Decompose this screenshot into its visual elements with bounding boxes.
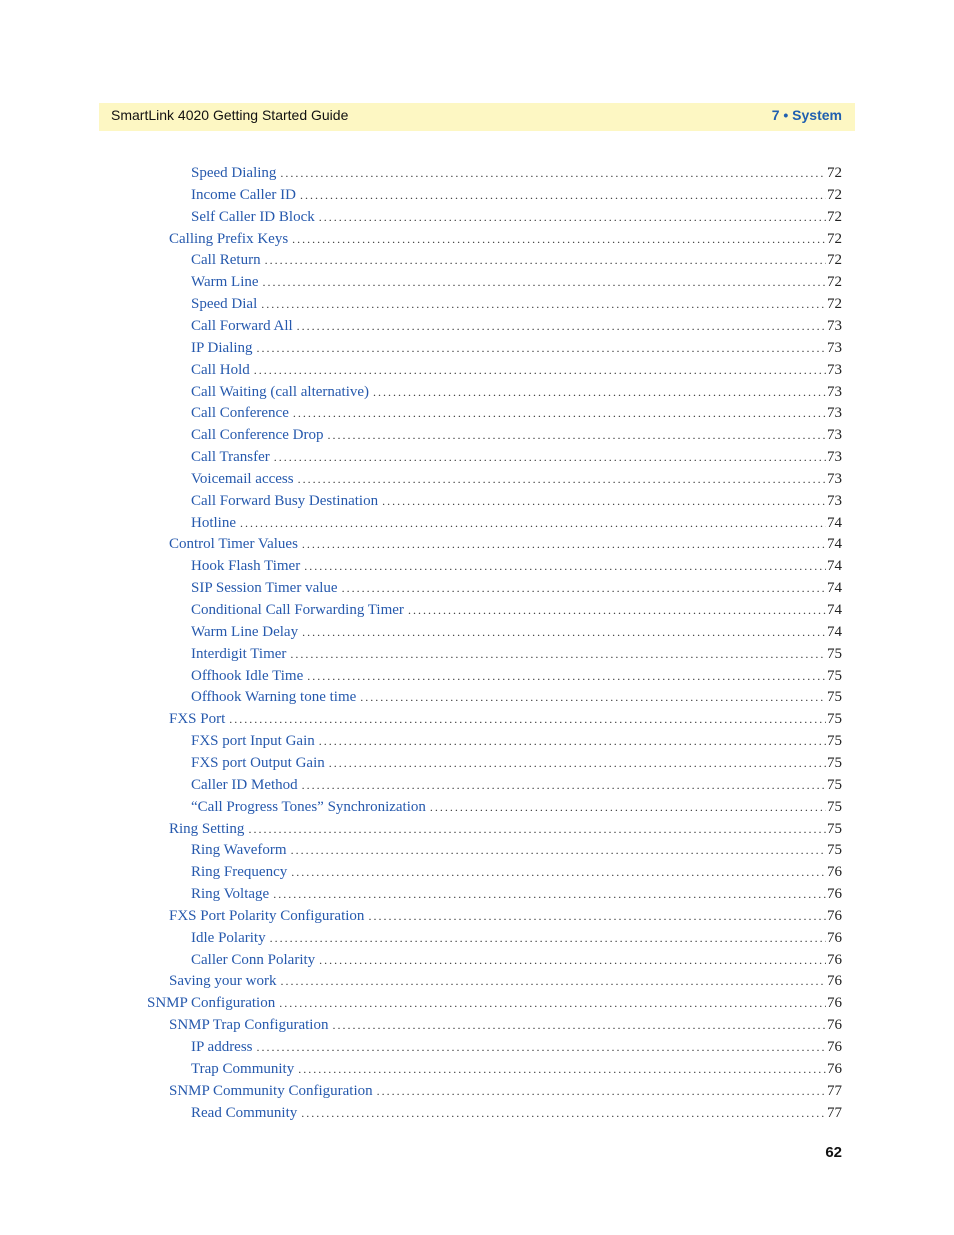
toc-entry-page[interactable]: 72 [827, 296, 842, 313]
toc-entry[interactable] [191, 490, 842, 512]
toc-entry-page[interactable]: 75 [827, 667, 842, 684]
toc-dot-leader [327, 424, 826, 446]
toc-entry[interactable] [191, 293, 842, 315]
toc-dot-leader [304, 555, 826, 577]
toc-entry-page[interactable]: 74 [827, 602, 842, 618]
toc-dot-leader [261, 293, 826, 315]
toc-dot-leader [290, 643, 826, 665]
toc-entry[interactable] [169, 970, 842, 992]
toc-dot-leader [408, 599, 826, 621]
toc-entry-title[interactable]: Call Conference [191, 405, 289, 422]
toc-dot-leader [291, 861, 826, 883]
toc-entry[interactable] [147, 992, 842, 1014]
toc-entry[interactable] [191, 665, 842, 687]
toc-entry-title[interactable]: FXS port Output Gain [191, 754, 325, 771]
toc-entry-page[interactable]: 73 [827, 317, 842, 334]
toc-entry-title[interactable]: Saving your work [169, 973, 277, 990]
toc-entry[interactable] [191, 927, 842, 949]
toc-entry-title[interactable]: Call Hold [191, 361, 250, 378]
toc-entry-page[interactable]: 73 [827, 449, 842, 466]
toc-entry-page[interactable]: 76 [827, 907, 842, 924]
toc-dot-leader [360, 686, 826, 708]
toc-entry-page[interactable]: 74 [827, 514, 842, 531]
toc-entry-page[interactable]: 75 [827, 733, 842, 750]
toc-entry-title[interactable]: FXS port Input Gain [191, 733, 315, 750]
toc-dot-leader [332, 1014, 826, 1036]
toc-entry-title[interactable]: Voicemail access [191, 470, 294, 487]
toc-entry[interactable] [191, 796, 842, 818]
toc-entry[interactable] [191, 643, 842, 665]
toc-entry[interactable] [169, 1080, 842, 1102]
toc-dot-leader [373, 381, 826, 403]
running-header [99, 103, 855, 131]
toc-entry[interactable] [169, 905, 842, 927]
toc-entry-page[interactable]: 75 [827, 776, 842, 793]
toc-entry-title[interactable]: Income Caller ID [191, 186, 296, 203]
toc-entry[interactable] [191, 337, 842, 359]
toc-entry-title[interactable]: Warm Line Delay [191, 623, 299, 640]
toc-entry[interactable] [191, 468, 842, 490]
toc-entry-page[interactable]: 75 [827, 754, 842, 771]
toc-entry-page[interactable]: 74 [827, 558, 842, 575]
toc-entry-page[interactable]: 75 [827, 842, 842, 859]
toc-entry-page[interactable]: 77 [827, 1082, 842, 1099]
toc-entry-page[interactable]: 72 [827, 208, 842, 225]
toc-entry[interactable] [191, 555, 842, 577]
toc-entry-title[interactable]: Ring Frequency [191, 864, 288, 881]
toc-entry[interactable] [169, 818, 842, 840]
toc-entry-title[interactable]: Caller Conn Polarity [191, 951, 316, 968]
toc-entry-title[interactable]: Warm Line [191, 274, 259, 291]
toc-entry-title[interactable]: IP Dialing [191, 339, 253, 356]
toc-entry[interactable] [169, 708, 842, 730]
toc-entry-title[interactable]: FXS Port Polarity Configuration [169, 907, 365, 924]
toc-entry[interactable] [191, 162, 842, 184]
toc-entry[interactable] [191, 271, 842, 293]
toc-dot-leader [377, 1080, 826, 1102]
toc-entry-title[interactable]: Hotline [191, 514, 236, 531]
toc-dot-leader [302, 774, 826, 796]
toc-entry-page[interactable]: 73 [827, 361, 842, 378]
toc-dot-leader [301, 1102, 826, 1124]
toc-entry-title[interactable]: Speed Dial [191, 296, 258, 313]
toc-entry-page[interactable]: 76 [827, 1060, 842, 1077]
toc-entry-page[interactable]: 75 [827, 689, 842, 706]
toc-entry-page[interactable]: 75 [827, 645, 842, 662]
toc-dot-leader [368, 905, 826, 927]
toc-entry-page[interactable]: 72 [827, 252, 842, 269]
document-title: SmartLink 4020 Getting Started Guide [111, 107, 349, 123]
toc-entry-title[interactable]: Call Transfer [191, 449, 270, 466]
toc-entry-page[interactable]: 74 [827, 536, 842, 553]
toc-entry-page[interactable]: 75 [827, 798, 842, 815]
toc-entry[interactable] [191, 249, 842, 271]
toc-entry[interactable] [191, 577, 842, 599]
toc-entry-title[interactable]: Caller ID Method [191, 776, 298, 793]
toc-entry-title[interactable]: SNMP Configuration [147, 995, 276, 1012]
toc-entry-page[interactable]: 76 [827, 973, 842, 990]
toc-dot-leader [270, 927, 826, 949]
toc-entry-title[interactable]: Control Timer Values [169, 536, 298, 553]
toc-entry[interactable] [191, 1036, 842, 1058]
toc-entry[interactable] [191, 184, 842, 206]
toc-entry-title[interactable]: IP address [191, 1039, 253, 1055]
toc-entry-page[interactable]: 76 [827, 1017, 842, 1034]
toc-entry[interactable] [191, 883, 842, 905]
toc-entry-title[interactable]: Call Forward Busy Destination [191, 492, 379, 509]
toc-entry-title[interactable]: Self Caller ID Block [191, 208, 315, 225]
toc-dot-leader [280, 162, 826, 184]
toc-entry-page[interactable]: 72 [827, 186, 842, 203]
toc-entry-page[interactable]: 76 [827, 951, 842, 968]
toc-entry[interactable] [191, 315, 842, 337]
toc-entry-page[interactable]: 72 [827, 230, 842, 247]
toc-entry-title[interactable]: Speed Dialing [191, 165, 277, 181]
toc-entry-title[interactable]: Idle Polarity [191, 929, 266, 946]
toc-dot-leader [329, 752, 826, 774]
toc-entry[interactable] [191, 621, 842, 643]
toc-dot-leader [265, 249, 826, 271]
toc-entry-page[interactable]: 76 [827, 864, 842, 881]
toc-dot-leader [291, 839, 826, 861]
toc-dot-leader [257, 1036, 826, 1058]
toc-entry-title[interactable]: Read Community [191, 1104, 298, 1121]
toc-dot-leader [229, 708, 826, 730]
toc-entry-title[interactable]: Calling Prefix Keys [169, 230, 289, 247]
toc-entry[interactable] [191, 861, 842, 883]
toc-dot-leader [292, 228, 826, 250]
toc-dot-leader [293, 402, 826, 424]
toc-dot-leader [298, 468, 826, 490]
toc-entry[interactable] [169, 1014, 842, 1036]
toc-entry-title[interactable]: Offhook Warning tone time [191, 689, 357, 706]
toc-entry-page[interactable]: 75 [827, 820, 842, 837]
toc-entry-page[interactable]: 76 [827, 886, 842, 903]
toc-entry-page[interactable]: 76 [827, 995, 842, 1012]
toc-entry-page[interactable]: 73 [827, 383, 842, 400]
toc-entry-page[interactable]: 74 [827, 623, 842, 640]
toc-entry-page[interactable]: 74 [827, 580, 842, 597]
toc-dot-leader [279, 992, 826, 1014]
toc-entry-title[interactable]: SNMP Trap Configuration [169, 1017, 329, 1034]
toc-entry-title[interactable]: Hook Flash Timer [191, 558, 301, 575]
toc-entry-page[interactable]: 76 [827, 1039, 842, 1055]
toc-entry-title[interactable]: Ring Setting [169, 820, 245, 837]
toc-entry-page[interactable]: 73 [827, 405, 842, 422]
toc-entry-title[interactable]: Ring Waveform [191, 842, 287, 859]
toc-dot-leader [263, 271, 826, 293]
toc-dot-leader [297, 315, 826, 337]
toc-dot-leader [240, 512, 826, 534]
toc-entry-page[interactable]: 73 [827, 470, 842, 487]
toc-dot-leader [248, 818, 826, 840]
toc-entry-title[interactable]: Conditional Call Forwarding Timer [191, 602, 404, 618]
toc-entry[interactable] [191, 381, 842, 403]
toc-dot-leader [273, 883, 826, 905]
toc-entry[interactable] [191, 1102, 842, 1124]
toc-entry-page[interactable]: 72 [827, 165, 842, 181]
toc-entry[interactable] [191, 359, 842, 381]
toc-entry[interactable] [191, 774, 842, 796]
toc-dot-leader [319, 206, 826, 228]
toc-dot-leader [257, 337, 826, 359]
toc-entry[interactable] [191, 599, 842, 621]
chapter-title: 7 • System [771, 107, 842, 123]
toc-entry-title[interactable]: Call Return [191, 252, 261, 269]
toc-dot-leader [302, 533, 826, 555]
toc-entry-title[interactable]: Call Forward All [191, 317, 293, 334]
toc-entry[interactable] [191, 512, 842, 534]
toc-entry-title[interactable]: Trap Community [191, 1060, 295, 1077]
toc-entry-page[interactable]: 73 [827, 339, 842, 356]
toc-dot-leader [342, 577, 826, 599]
toc-entry[interactable] [191, 1058, 842, 1080]
toc-dot-leader [430, 796, 826, 818]
toc-dot-leader [382, 490, 826, 512]
toc-entry-title[interactable]: SNMP Community Configuration [169, 1082, 373, 1099]
toc-entry[interactable] [169, 533, 842, 555]
toc-entry-page[interactable]: 75 [827, 711, 842, 728]
toc-dot-leader [298, 1058, 826, 1080]
toc-entry[interactable] [191, 839, 842, 861]
toc-dot-leader [302, 621, 826, 643]
toc-entry[interactable] [191, 949, 842, 971]
toc-dot-leader [281, 970, 827, 992]
toc-entry-title[interactable]: SIP Session Timer value [191, 580, 338, 597]
toc-dot-leader [319, 730, 826, 752]
toc-entry-title[interactable]: Interdigit Timer [191, 645, 287, 662]
toc-entry-page[interactable]: 77 [827, 1104, 842, 1121]
toc-entry-title[interactable]: Call Conference Drop [191, 427, 324, 444]
toc-entry[interactable] [191, 446, 842, 468]
toc-dot-leader [300, 184, 826, 206]
toc-dot-leader [274, 446, 826, 468]
page-number: 62 [825, 1144, 842, 1161]
toc-entry-title[interactable]: FXS Port [169, 711, 226, 728]
toc-entry-page[interactable]: 76 [827, 929, 842, 946]
toc-entry[interactable] [191, 686, 842, 708]
toc-dot-leader [254, 359, 826, 381]
toc-entry-page[interactable]: 72 [827, 274, 842, 291]
toc-dot-leader [307, 665, 826, 687]
toc-entry-title[interactable]: “Call Progress Tones” Synchronization [191, 798, 426, 815]
toc-entry-title[interactable]: Call Waiting (call alternative) [191, 383, 370, 400]
toc-entry[interactable] [191, 206, 842, 228]
toc-entry[interactable] [169, 228, 842, 250]
toc-entry-page[interactable]: 73 [827, 492, 842, 509]
toc-dot-leader [319, 949, 826, 971]
toc-entry-page[interactable]: 73 [827, 427, 842, 444]
toc-entry[interactable] [191, 424, 842, 446]
toc-entry-title[interactable]: Offhook Idle Time [191, 667, 304, 684]
toc-entry[interactable] [191, 752, 842, 774]
toc-entry-title[interactable]: Ring Voltage [191, 886, 270, 903]
toc-entry[interactable] [191, 730, 842, 752]
toc-entry[interactable] [191, 402, 842, 424]
